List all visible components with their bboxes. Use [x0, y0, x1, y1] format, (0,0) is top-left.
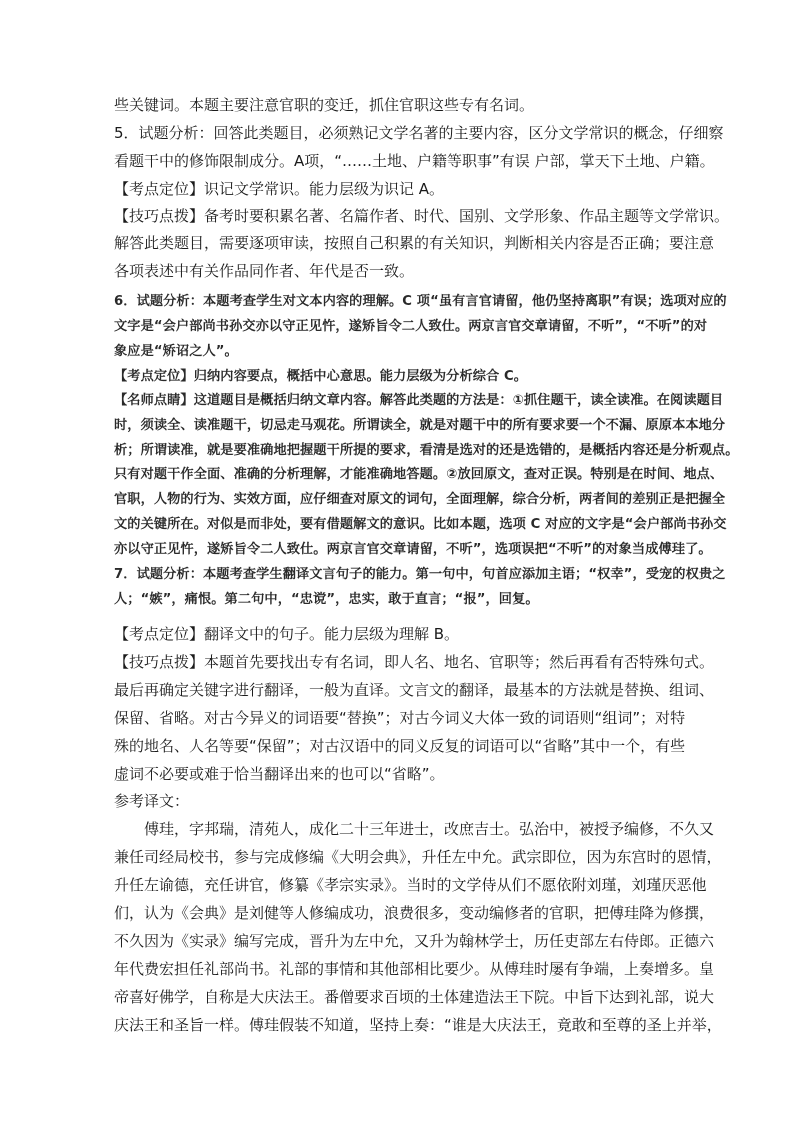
text-line: 保留、省略。对古今异义的词语要“替换”；对古今词义大体一致的词语则“组词”；对特: [114, 709, 686, 727]
scan-line: 时，须读全、读准题干，切忌走马观花。所谓读全，就是对题干中的所有要求要一个不漏、原原本本地分: [114, 418, 726, 433]
scan-line: 文字是“会户部尚书孙交亦以守正见忤，遂矫旨令二人致仕。两京言官交章请留，不听”，“不听”的对: [114, 319, 708, 334]
text-line: 【技巧点拨】本题首先要找出专有名词，即人名、地名、官职等；然后再看有否特殊句式。: [114, 653, 715, 671]
scan-line: 6．试题分析：本题考查学生对文本内容的理解。C 项“虽有言官请留，他仍坚持离职”有误；选项对应的: [114, 294, 727, 309]
scan-line: 析；所谓读准，就是要准确地把握题干所提的要求，看清是选对的还是选错的，是概括内容还是分析观点。: [114, 443, 739, 458]
scan-line: 人；“嫉”，痛恨。第二句中，“忠谠”，忠实，敢于直言；“报”，回复。: [114, 592, 539, 607]
text-line: 【技巧点拨】备考时要积累名著、名篇作者、时代、国别、文学形象、作品主题等文学常识。: [114, 207, 730, 225]
translation-line: 兼任司经局校书，参与完成修编《大明会典》，升任左中允。武宗即位，因为东宫时的恩情，: [114, 848, 722, 866]
scan-line: 【考点定位】归纳内容要点，概括中心意思。能力层级为分析综合 C。: [114, 369, 528, 384]
translation-line: 年代费宏担任礼部尚书。礼部的事情和其他部相比要少。从傅珪时屡有争端，上奏增多。皇: [114, 960, 715, 978]
text-line: 殊的地名、人名等要“保留”；对古汉语中的同义反复的词语可以“省略”其中一个，有些: [114, 737, 686, 755]
text-line: 各项表述中有关作品同作者、年代是否一致。: [114, 262, 415, 280]
translation-line: 庆法王和圣旨一样。傅珪假装不知道，坚持上奏：“谁是大庆法王，竟敢和至尊的圣上并举，: [114, 1016, 722, 1034]
scan-line: 7．试题分析：本题考查学生翻译文言句子的能力。第一句中，句首应添加主语；“权幸”，受宠的权贵之: [114, 567, 726, 582]
text-line: 最后再确定关键字进行翻译，一般为直译。文言文的翻译，最基本的方法就是替换、组词、: [114, 681, 715, 699]
text-line: 解答此类题目，需要逐项审读，按照自己积累的有关知识，判断相关内容是否正确；要注意: [114, 234, 715, 252]
scan-line: 【名师点睛】这道题目是概括归纳文章内容。解答此类题的方法是：①抓住题干，读全读准。在阅读题目: [114, 393, 724, 408]
text-line: 些关键词。本题主要注意官职的变迁，抓住官职这些专有名词。: [114, 96, 535, 114]
text-line: 虚词不必要或难于恰当翻译出来的也可以“省略”。: [114, 765, 445, 783]
translation-line: 傅珪，字邦瑞，清苑人，成化二十三年进士，改庶吉士。弘治中，被授予编修，不久又: [144, 820, 715, 838]
translation-line: 们，认为《会典》是刘健等人修编成功，浪费很多，变动编修者的官职，把傅珪降为修撰，: [114, 904, 715, 922]
translation-line: 帝喜好佛学，自称是大庆法王。番僧要求百顷的土体建造法王下院。中旨下达到礼部，说大: [114, 988, 715, 1006]
translation-line: 升任左谕德，充任讲官，修纂《孝宗实录》。当时的文学侍从们不愿依附刘瑾，刘瑾厌恶他: [114, 876, 707, 894]
text-line: 5．试题分析：回答此类题目，必须熟记文学名著的主要内容，区分文学常识的概念，仔细察: [114, 124, 724, 142]
text-line: 看题干中的修饰限制成分。A项，“……土地、户籍等职事”有误 户部，掌天下土地、户籍。: [114, 152, 715, 170]
text-line: 参考译文：: [114, 792, 190, 810]
scan-line: 亦以守正见忤，遂矫旨令二人致仕。两京言官交章请留，不听”，选项误把“不听”的对象当成傅珪了。: [114, 542, 712, 557]
text-line: 【考点定位】翻译文中的句子。能力层级为理解 B。: [114, 625, 460, 643]
scan-line: 只有对题干作全面、准确的分析理解，才能准确地答题。②放回原文，查对正误。特别是在时间、地点、: [114, 467, 724, 482]
scan-line: 文的关键所在。对似是而非处，要有借题解文的意识。比如本题，选项 C 对应的文字是“会户部尚书孙交: [114, 517, 727, 532]
translation-line: 不久因为《实录》编写完成，晋升为左中允，又升为翰林学士，历任吏部左右侍郎。正德六: [114, 932, 715, 950]
scan-line: 象应是“矫诏之人”。: [114, 344, 238, 359]
scan-line: 官职，人物的行为、实效方面，应仔细查对原文的词句，全面理解，综合分析，两者间的差别正是把握全: [114, 492, 726, 507]
text-line: 【考点定位】识记文学常识。能力层级为识记 A。: [114, 180, 445, 198]
